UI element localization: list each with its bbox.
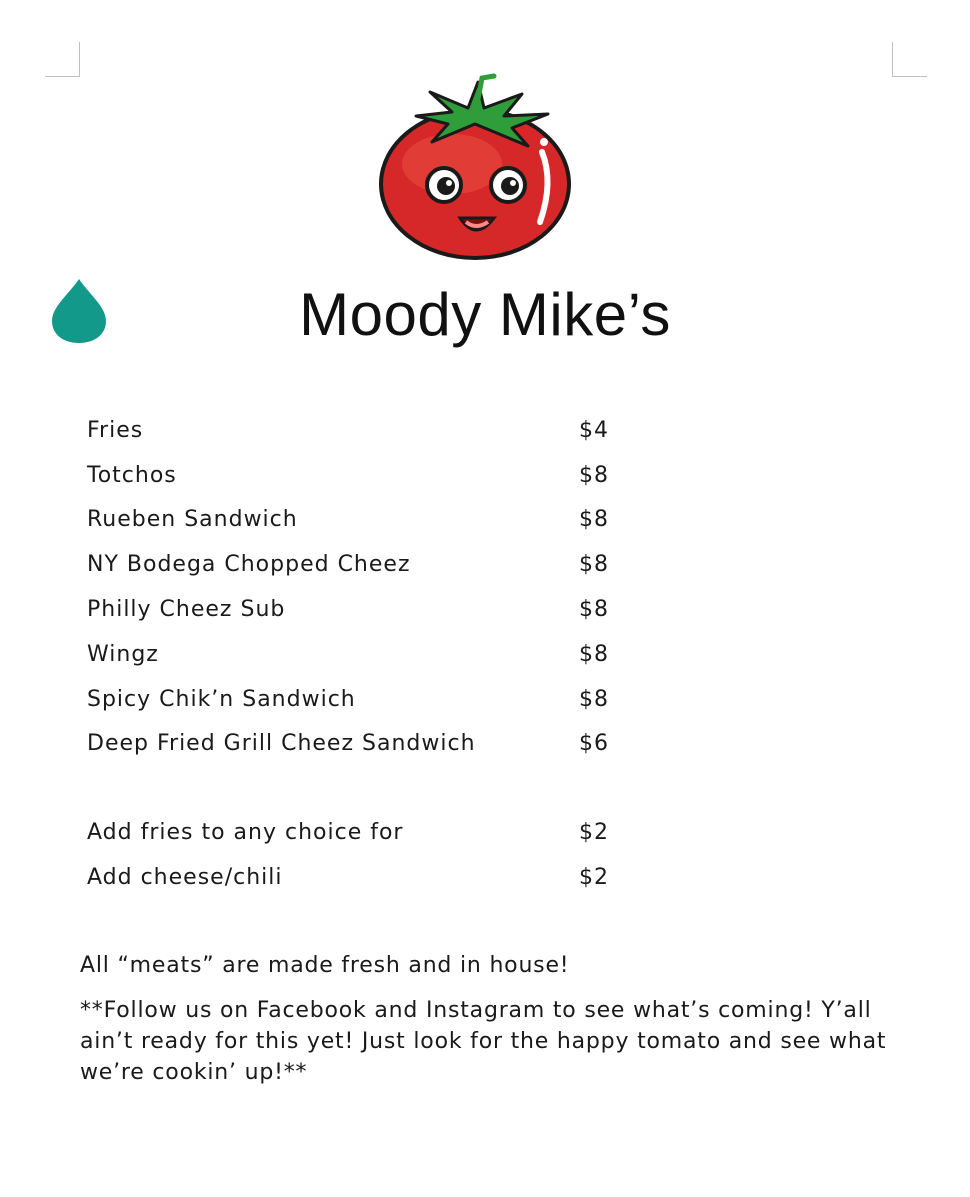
menu-item <box>87 453 609 498</box>
addon-item <box>87 810 609 855</box>
menu-item <box>87 722 609 767</box>
menu-item-price: $8 <box>579 641 609 667</box>
menu-item <box>87 498 609 543</box>
addon-item-name: Add fries to any choice for <box>87 819 404 845</box>
happy-tomato-icon <box>372 72 578 264</box>
addon-list <box>87 810 609 900</box>
page-corner-mark-top-right <box>892 42 927 77</box>
addon-item-price: $2 <box>579 819 609 845</box>
addon-item <box>87 855 609 900</box>
page-title: Moody Mike’s <box>299 281 671 348</box>
menu-item <box>87 542 609 587</box>
menu-item-price: $4 <box>579 417 609 443</box>
menu-item-name: Wingz <box>87 641 159 667</box>
menu-item-price: $6 <box>579 731 609 757</box>
menu-item-name: Rueben Sandwich <box>87 507 298 533</box>
menu-item-price: $8 <box>579 552 609 578</box>
menu-item-name: Philly Cheez Sub <box>87 597 286 623</box>
menu-item <box>87 587 609 632</box>
menu-item-price: $8 <box>579 597 609 623</box>
menu-item-name: NY Bodega Chopped Cheez <box>87 552 411 578</box>
menu-item <box>87 677 609 722</box>
menu-item <box>87 632 609 677</box>
menu-item-name: Spicy Chik’n Sandwich <box>87 686 356 712</box>
menu-item-price: $8 <box>579 462 609 488</box>
fresh-note: All “meats” are made fresh and in house! <box>80 953 570 978</box>
social-note: **Follow us on Facebook and Instagram to see what’s coming! Y’all ain’t ready for this yet! Just look for the happy tomato and see what we’re cookin’ up!** <box>80 998 887 1085</box>
menu-item-name: Totchos <box>87 462 177 488</box>
menu-item-price: $8 <box>579 507 609 533</box>
addon-item-price: $2 <box>579 864 609 890</box>
menu-list <box>87 408 647 766</box>
menu-item-price: $8 <box>579 686 609 712</box>
menu-item <box>87 408 609 453</box>
addon-item-name: Add cheese/chili <box>87 864 283 890</box>
menu-item-name: Deep Fried Grill Cheez Sandwich <box>87 731 476 757</box>
menu-item-name: Fries <box>87 417 144 443</box>
page-corner-mark-top-left <box>45 42 80 77</box>
